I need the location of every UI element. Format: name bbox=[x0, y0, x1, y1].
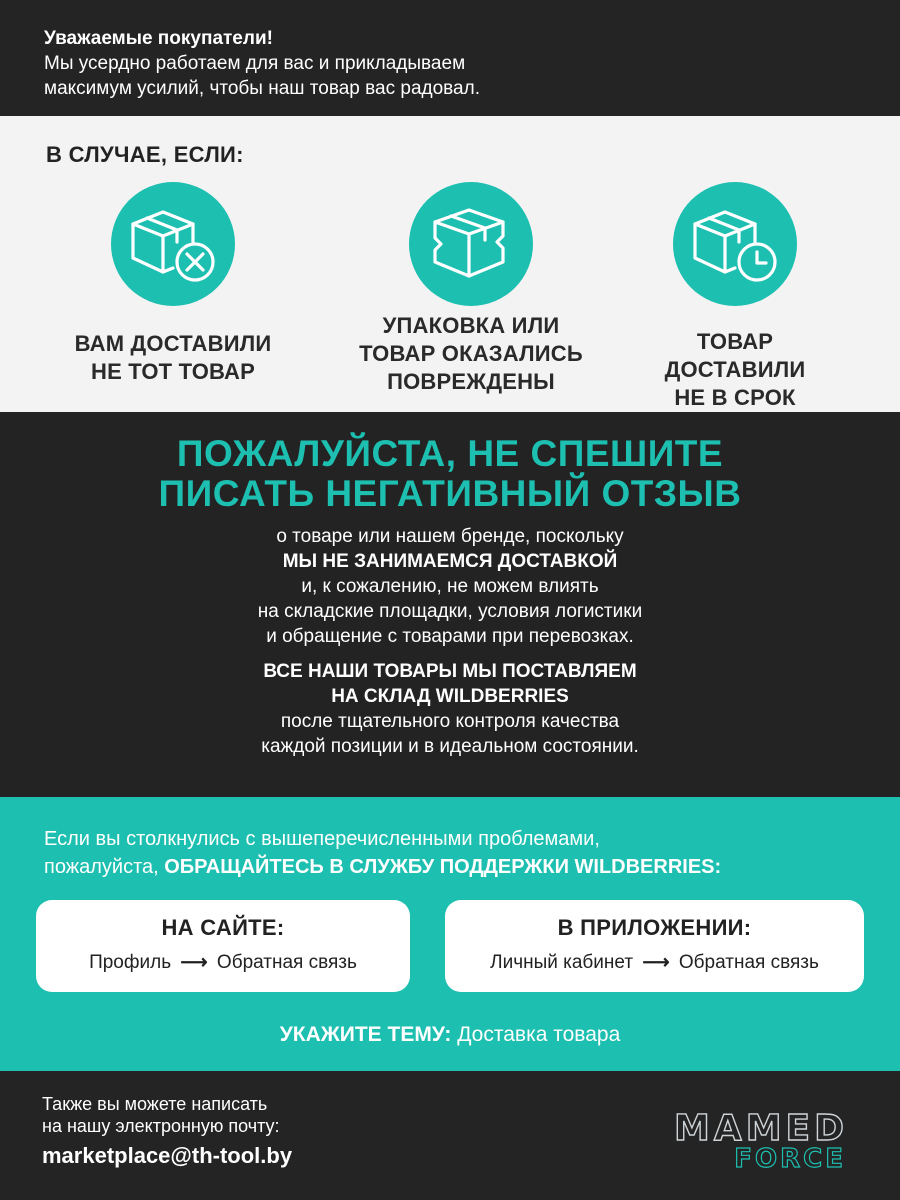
case-2-line-2: ТОВАР ОКАЗАЛИСЬ bbox=[359, 341, 583, 366]
support-intro-line-2: пожалуйста, bbox=[44, 856, 165, 878]
topic-label: УКАЖИТЕ ТЕМУ: bbox=[279, 1023, 452, 1046]
case-wrong-item bbox=[43, 182, 303, 386]
footer-email[interactable]: marketplace@th-tool.by bbox=[42, 1143, 293, 1168]
headline-line-2: ПИСАТЬ НЕГАТИВНЫЙ ОТЗЫВ bbox=[158, 473, 742, 514]
case-2-line-3: ПОВРЕЖДЕНЫ bbox=[387, 369, 555, 394]
logo-text-bottom: FORCE bbox=[734, 1144, 846, 1174]
notice-strong-1: МЫ НЕ ЗАНИМАЕМСЯ ДОСТАВКОЙ bbox=[282, 551, 618, 572]
case-2-line-1: УПАКОВКА ИЛИ bbox=[382, 313, 560, 338]
support-section bbox=[0, 797, 900, 1071]
case-late bbox=[605, 182, 865, 412]
case-3-line-3: НЕ В СРОК bbox=[674, 385, 796, 410]
notice-text-5: после тщательного контроля качества bbox=[280, 711, 620, 732]
case-3-line-1: ТОВАР bbox=[696, 329, 774, 354]
site-path-to: Обратная связь bbox=[216, 952, 357, 973]
case-1-line-2: НЕ ТОТ ТОВАР bbox=[91, 359, 255, 384]
support-app-card bbox=[445, 900, 864, 992]
support-intro-line-1: Если вы столкнулись с вышеперечисленными проблемами, bbox=[44, 828, 600, 850]
notice-text-6: каждой позиции и в идеальном состоянии. bbox=[261, 736, 639, 757]
case-3-line-2: ДОСТАВИЛИ bbox=[664, 357, 806, 382]
site-card-title: НА САЙТЕ: bbox=[161, 915, 285, 940]
notice-section bbox=[0, 412, 900, 797]
support-intro-strong: ОБРАЩАЙТЕСЬ В СЛУЖБУ ПОДДЕРЖКИ WILDBERRIES: bbox=[164, 856, 722, 878]
footer-note-line-2: на нашу электронную почту: bbox=[42, 1116, 280, 1136]
arrow-right-icon: ⟶ bbox=[642, 952, 670, 973]
case-damaged bbox=[341, 182, 601, 396]
arrow-right-icon: ⟶ bbox=[180, 952, 208, 973]
footer-note bbox=[42, 1093, 362, 1137]
app-path-to: Обратная связь bbox=[678, 952, 819, 973]
notice-strong-2: ВСЕ НАШИ ТОВАРЫ МЫ ПОСТАВЛЯЕМ bbox=[263, 661, 637, 682]
greeting-title: Уважаемые покупатели! bbox=[44, 28, 273, 49]
notice-strong-3: НА СКЛАД WILDBERRIES bbox=[331, 686, 569, 707]
box-clock-icon bbox=[673, 182, 797, 306]
app-card-title: В ПРИЛОЖЕНИИ: bbox=[557, 915, 752, 940]
logo-text-top: MAMED bbox=[674, 1108, 848, 1149]
notice-text-3: на складские площадки, условия логистики bbox=[257, 601, 643, 622]
topic-line bbox=[0, 1023, 900, 1047]
box-cross-icon bbox=[111, 182, 235, 306]
headline-line-1: ПОЖАЛУЙСТА, НЕ СПЕШИТЕ bbox=[176, 433, 724, 474]
greeting-line-2: максимум усилий, чтобы наш товар вас радовал. bbox=[44, 78, 480, 99]
notice-text-2: и, к сожалению, не можем влиять bbox=[301, 576, 599, 597]
notice-text-4: и обращение с товарами при перевозках. bbox=[266, 626, 634, 647]
topic-value: Доставка товара bbox=[457, 1023, 621, 1046]
support-site-card bbox=[36, 900, 410, 992]
greeting-section bbox=[0, 0, 900, 116]
cases-section bbox=[0, 116, 900, 412]
case-1-line-1: ВАМ ДОСТАВИЛИ bbox=[74, 331, 272, 356]
footer-section bbox=[0, 1071, 900, 1200]
notice-text-1: о товаре или нашем бренде, поскольку bbox=[276, 526, 624, 547]
footer-note-line-1: Также вы можете написать bbox=[42, 1094, 268, 1114]
app-path-from: Личный кабинет bbox=[490, 952, 634, 973]
cases-title: В СЛУЧАЕ, ЕСЛИ: bbox=[46, 142, 244, 167]
greeting-line-1: Мы усердно работаем для вас и прикладываем bbox=[44, 53, 466, 74]
support-intro bbox=[44, 825, 721, 881]
site-path-from: Профиль bbox=[89, 952, 172, 973]
damaged-box-icon bbox=[409, 182, 533, 306]
brand-logo bbox=[636, 1108, 848, 1174]
